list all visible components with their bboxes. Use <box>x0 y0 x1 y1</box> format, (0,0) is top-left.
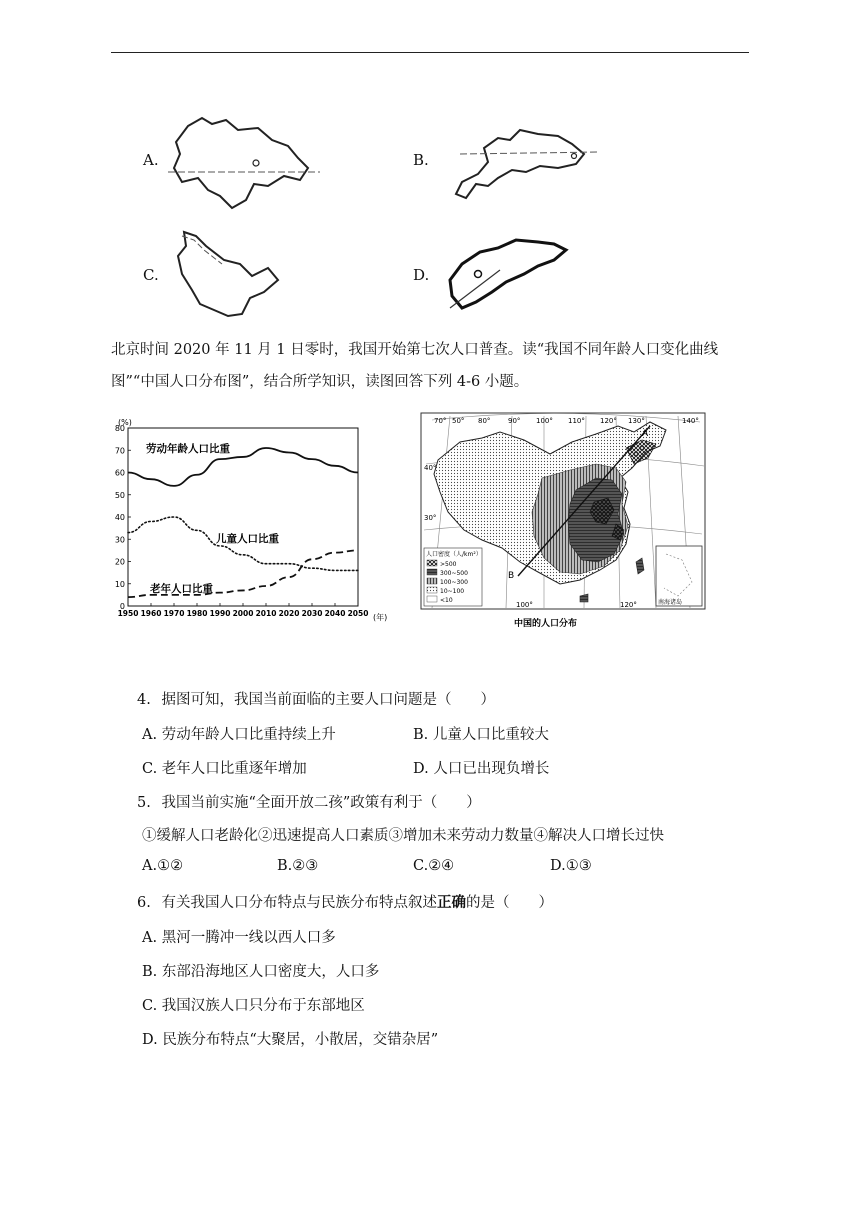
y-tick-label-50: 50 <box>114 490 125 500</box>
point-a-label: A <box>642 429 649 439</box>
option-a-label: A. <box>143 151 159 169</box>
lon-label-50: 50° <box>452 417 465 425</box>
question-5-statements: ①缓解人口老龄化②迅速提高人口素质③增加未来劳动力数量④解决人口增长过快 <box>142 828 664 844</box>
y-tick-label-80: 80 <box>114 424 125 433</box>
y-tick-label-30: 30 <box>114 535 125 545</box>
question-6-text-pre: 有关我国人口分布特点与民族分布特点叙述 <box>161 895 437 911</box>
lon-label-80: 80° <box>478 417 491 425</box>
lon-label-70: 70° <box>434 417 447 425</box>
point-b-label: B <box>508 571 515 581</box>
y-tick-label-20: 20 <box>114 557 125 567</box>
lon-label-bottom-100: 100° <box>516 601 533 609</box>
question-6-option-c[interactable]: C. 我国汉族人口只分布于东部地区 <box>142 998 365 1014</box>
question-5-option-d[interactable]: D.①③ <box>550 858 592 874</box>
x-tick-label-2000: 2000 <box>232 609 254 618</box>
age-structure-line-chart <box>110 416 410 628</box>
question-6-number: 6. <box>137 895 151 911</box>
x-tick-label-2040: 2040 <box>324 609 346 618</box>
x-tick-label-1960: 1960 <box>140 609 162 618</box>
option-c-label: C. <box>143 266 159 284</box>
south-china-sea-inset <box>656 546 702 606</box>
question-6-text-emphasis: 正确 <box>436 894 466 911</box>
series-label-2: 儿童人口比重 <box>216 533 279 545</box>
series-label-3: 老年人口比重 <box>150 583 213 595</box>
lat-label-30: 30° <box>424 514 437 522</box>
china-population-map <box>420 412 706 634</box>
x-tick-label-1950: 1950 <box>117 609 139 618</box>
option-d-province-outline <box>442 234 572 314</box>
question-5-stem <box>137 791 481 812</box>
question-5-option-c[interactable]: C.②④ <box>413 858 455 874</box>
lon-label-90: 90° <box>508 417 521 425</box>
question-6-stem <box>137 891 553 912</box>
x-unit-label: (年) <box>373 613 388 622</box>
y-tick-label-40: 40 <box>114 513 125 522</box>
header-rule <box>111 52 749 53</box>
lon-label-bottom-120: 120° <box>620 601 637 609</box>
question-6-option-d[interactable]: D. 民族分布特点“大聚居，小散居，交错杂居” <box>142 1032 439 1048</box>
map-title: 中国的人口分布 <box>514 619 578 629</box>
question-4-option-a[interactable]: A. 劳动年龄人口比重持续上升 <box>142 727 336 743</box>
option-b-label: B. <box>413 151 429 169</box>
intro-paragraph: 北京时间 2020 年 11 月 1 日零时，我国开始第七次人口普查。读“我国不同年龄人口变化曲线图”“中国人口分布图”，结合所学知识，读图回答下列 4-6 小题。 <box>111 342 719 390</box>
question-5-text: 我国当前实施“全面开放二孩”政策有利于（ ） <box>161 795 481 811</box>
option-b-province-outline <box>448 122 603 207</box>
option-d-label: D. <box>413 266 430 284</box>
question-5-number: 5. <box>137 795 151 811</box>
question-5-option-a[interactable]: A.①② <box>142 858 184 874</box>
x-tick-label-1990: 1990 <box>209 609 231 618</box>
question-6-option-a[interactable]: A. 黑河一腾冲一线以西人口多 <box>142 930 336 946</box>
lon-label-140: 140° <box>682 417 699 425</box>
lon-label-120: 120° <box>600 417 617 425</box>
y-tick-label-0: 0 <box>119 602 125 611</box>
question-5-option-b[interactable]: B.②③ <box>277 858 319 874</box>
option-a-province-outline <box>168 110 323 215</box>
legend-item-2: 300~500 <box>440 570 468 577</box>
question-4-option-c[interactable]: C. 老年人口比重逐年增加 <box>142 761 307 777</box>
question-4-stem <box>137 688 495 709</box>
x-tick-label-2030: 2030 <box>301 609 323 618</box>
lat-label-40: 40° <box>424 464 437 472</box>
legend-title: 人口密度（人/km²） <box>426 551 482 558</box>
legend-item-1: >500 <box>440 561 457 568</box>
y-unit-label: (%) <box>118 418 132 427</box>
legend-item-3: 100~300 <box>440 579 468 586</box>
lon-label-100: 100° <box>536 417 553 425</box>
question-6-option-b[interactable]: B. 东部沿海地区人口密度大，人口多 <box>142 964 380 980</box>
lon-label-130: 130° <box>628 417 645 425</box>
legend-item-4: 10~100 <box>440 588 465 595</box>
x-tick-label-1970: 1970 <box>163 609 185 618</box>
x-tick-label-2050: 2050 <box>347 609 369 618</box>
x-tick-label-1980: 1980 <box>186 609 208 618</box>
lon-label-110: 110° <box>568 417 585 425</box>
question-4-text: 据图可知，我国当前面临的主要人口问题是（ ） <box>161 692 495 708</box>
x-tick-label-2010: 2010 <box>255 609 277 618</box>
series-label-1: 劳动年龄人口比重 <box>146 443 230 455</box>
question-6-text-post: 的是（ ） <box>465 895 553 911</box>
y-tick-label-70: 70 <box>114 446 125 456</box>
inset-label: 南海诸岛 <box>658 599 683 606</box>
question-4-option-d[interactable]: D. 人口已出现负增长 <box>413 761 550 777</box>
y-tick-label-60: 60 <box>114 468 125 478</box>
x-tick-label-2020: 2020 <box>278 609 300 618</box>
question-4-option-b[interactable]: B. 儿童人口比重较大 <box>413 727 549 743</box>
y-tick-label-10: 10 <box>114 579 125 589</box>
question-4-number: 4. <box>137 692 151 708</box>
option-c-province-outline <box>170 226 285 321</box>
legend-item-5: <10 <box>440 597 453 604</box>
